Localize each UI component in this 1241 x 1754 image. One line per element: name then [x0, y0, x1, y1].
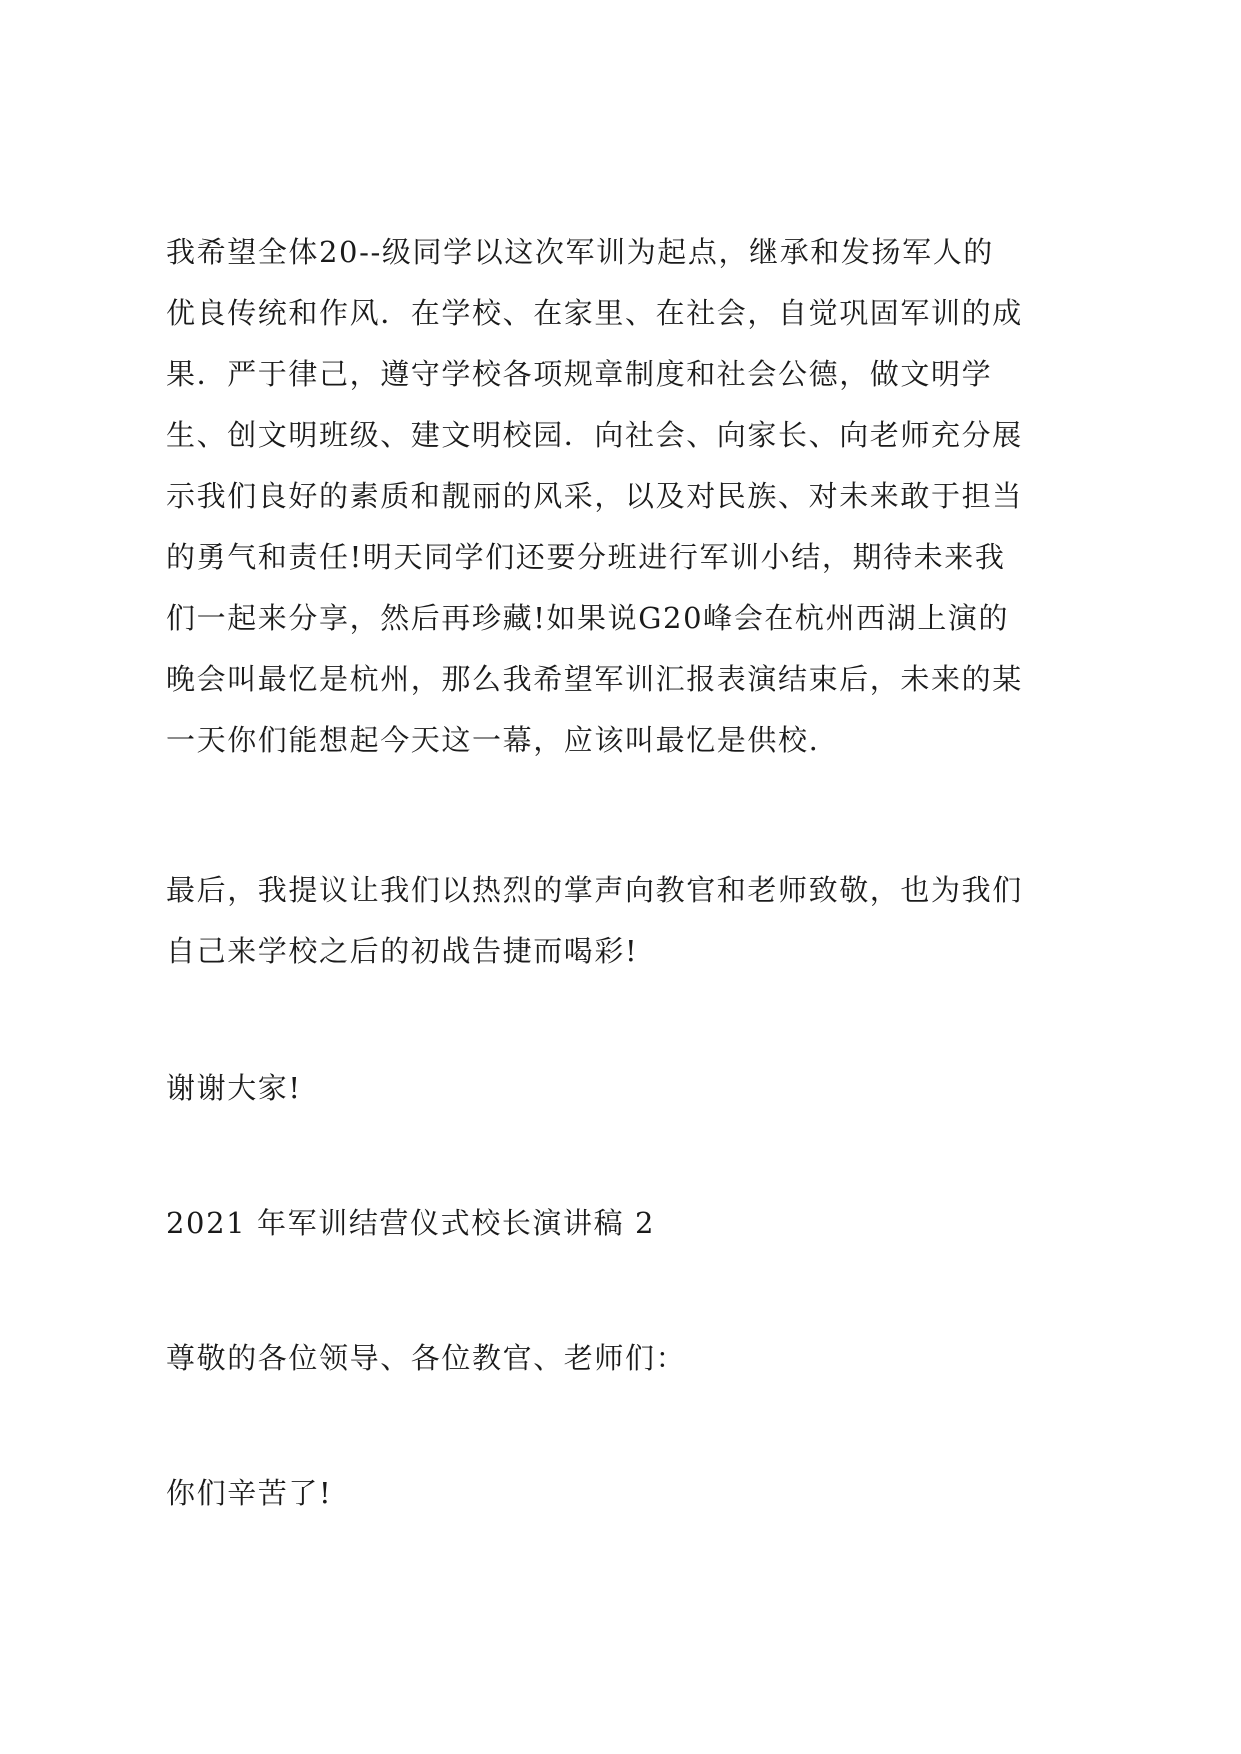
paragraph-2-line-1: 最后，我提议让我们以热烈的掌声向教官和老师致敬，也为我们 — [166, 873, 1023, 907]
paragraph-1-line-7: 们一起来分享，然后再珍藏!如果说G20峰会在杭州西湖上演的 — [166, 601, 1010, 635]
thanks-line: 谢谢大家! — [166, 1071, 302, 1105]
paragraph-1-line-8: 晚会叫最忆是杭州，那么我希望军训汇报表演结束后，未来的某 — [166, 662, 1023, 696]
paragraph-1-line-2: 优良传统和作风．在学校、在家里、在社会，自觉巩固军训的成 — [166, 296, 1023, 330]
paragraph-1-line-5: 示我们良好的素质和靓丽的风采，以及对民族、对未来敢于担当 — [166, 479, 1023, 513]
greeting-line: 你们辛苦了! — [166, 1476, 333, 1510]
paragraph-1-line-9: 一天你们能想起今天这一幕，应该叫最忆是供校. — [166, 723, 820, 757]
section-title: 2021 年军训结营仪式校长演讲稿 2 — [166, 1206, 656, 1240]
paragraph-1-line-3: 果．严于律己，遵守学校各项规章制度和社会公德，做文明学 — [166, 357, 993, 391]
paragraph-1-line-1: 我希望全体20--级同学以这次军训为起点，继承和发扬军人的 — [166, 235, 994, 269]
paragraph-1-line-6: 的勇气和责任!明天同学们还要分班进行军训小结，期待未来我 — [166, 540, 1006, 574]
paragraph-2-line-2: 自己来学校之后的初战告捷而喝彩! — [166, 934, 639, 968]
paragraph-1-line-4: 生、创文明班级、建文明校园．向社会、向家长、向老师充分展 — [166, 418, 1023, 452]
salutation-line: 尊敬的各位领导、各位教官、老师们： — [166, 1341, 687, 1375]
